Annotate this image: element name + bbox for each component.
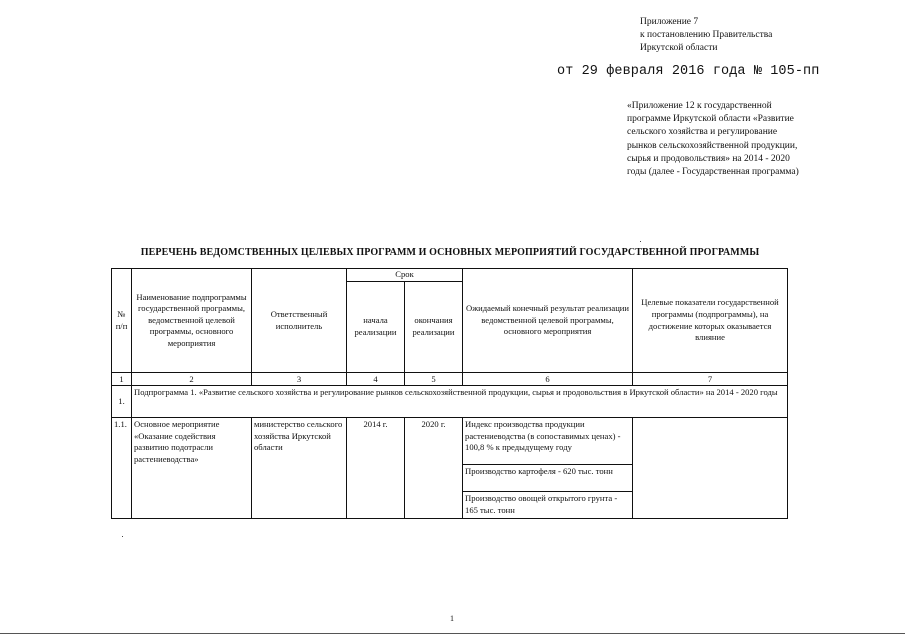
- subprogram-row: [112, 386, 788, 418]
- column-numbers-row: [112, 373, 788, 386]
- column-number: 1: [112, 373, 132, 386]
- measures-table: [111, 268, 788, 519]
- appendix-line-3: Иркутской области: [640, 43, 718, 53]
- column-number: 2: [132, 373, 252, 386]
- header-row-1: [112, 269, 788, 282]
- row-num: 1.1.: [112, 418, 132, 519]
- header-name: Наименование подпрограммы государственной программы, ведомственной целевой программы, основного мероприятия: [132, 269, 252, 373]
- appendix-line-1: Приложение 7: [640, 17, 699, 27]
- header-term: Срок: [347, 269, 463, 282]
- header-start: начала реализации: [347, 281, 405, 372]
- row-result-3: Производство овощей открытого грунта - 165 тыс. тонн: [463, 492, 633, 519]
- subprogram-text: Подпрограмма 1. «Развитие сельского хозяйства и регулирование рынков сельскохозяйственной продукции, сырья и продовольствия в Иркутской области» на 2014 - 2020 годы: [132, 386, 788, 418]
- header-result: Ожидаемый конечный результат реализации ведомственной целевой программы, основного мероприятия: [463, 269, 633, 373]
- document-title: ПЕРЕЧЕНЬ ВЕДОМСТВЕННЫХ ЦЕЛЕВЫХ ПРОГРАММ И ОСНОВНЫХ МЕРОПРИЯТИЙ ГОСУДАРСТВЕННОЙ ПРОГРАММЫ: [140, 247, 760, 258]
- row-end: 2020 г.: [405, 418, 463, 519]
- column-number: 3: [252, 373, 347, 386]
- page-number: 1: [450, 614, 454, 623]
- program-note: «Приложение 12 к государственной программе Иркутской области «Развитие сельского хозяйства и регулирование рынков сельскохозяйственной продукции, сырья и продовольствия» на 2014 - 2020 годы (далее - Государственная программа): [627, 101, 799, 178]
- decree-stamp: от 29 февраля 2016 года № 105-пп: [557, 64, 820, 79]
- row-result-1: Индекс производства продукции растениеводства (в сопоставимых ценах) - 100,8 % к предыдущему году: [463, 418, 633, 465]
- column-number: 6: [463, 373, 633, 386]
- scan-speck: [640, 241, 641, 242]
- row-result-2: Производство картофеля - 620 тыс. тонн: [463, 465, 633, 492]
- header-end: окончания реализации: [405, 281, 463, 372]
- row-name: Основное мероприятие «Оказание содействия развитию подотрасли растениеводства»: [132, 418, 252, 519]
- row-executor: министерство сельского хозяйства Иркутской области: [252, 418, 347, 519]
- row-indicators: [633, 418, 788, 519]
- column-number: 5: [405, 373, 463, 386]
- appendix-line-2: к постановлению Правительства: [640, 30, 773, 40]
- column-number: 7: [633, 373, 788, 386]
- header-num: № п/п: [112, 269, 132, 373]
- header-indicators: Целевые показатели государственной программы (подпрограммы), на достижение которых оказывается влияние: [633, 269, 788, 373]
- table-row: [112, 418, 788, 465]
- subprogram-num: 1.: [112, 386, 132, 418]
- row-start: 2014 г.: [347, 418, 405, 519]
- header-executor: Ответственный исполнитель: [252, 269, 347, 373]
- column-number: 4: [347, 373, 405, 386]
- scan-edge-line: [0, 633, 905, 634]
- scan-speck: [122, 536, 123, 537]
- appendix-header: [640, 16, 840, 55]
